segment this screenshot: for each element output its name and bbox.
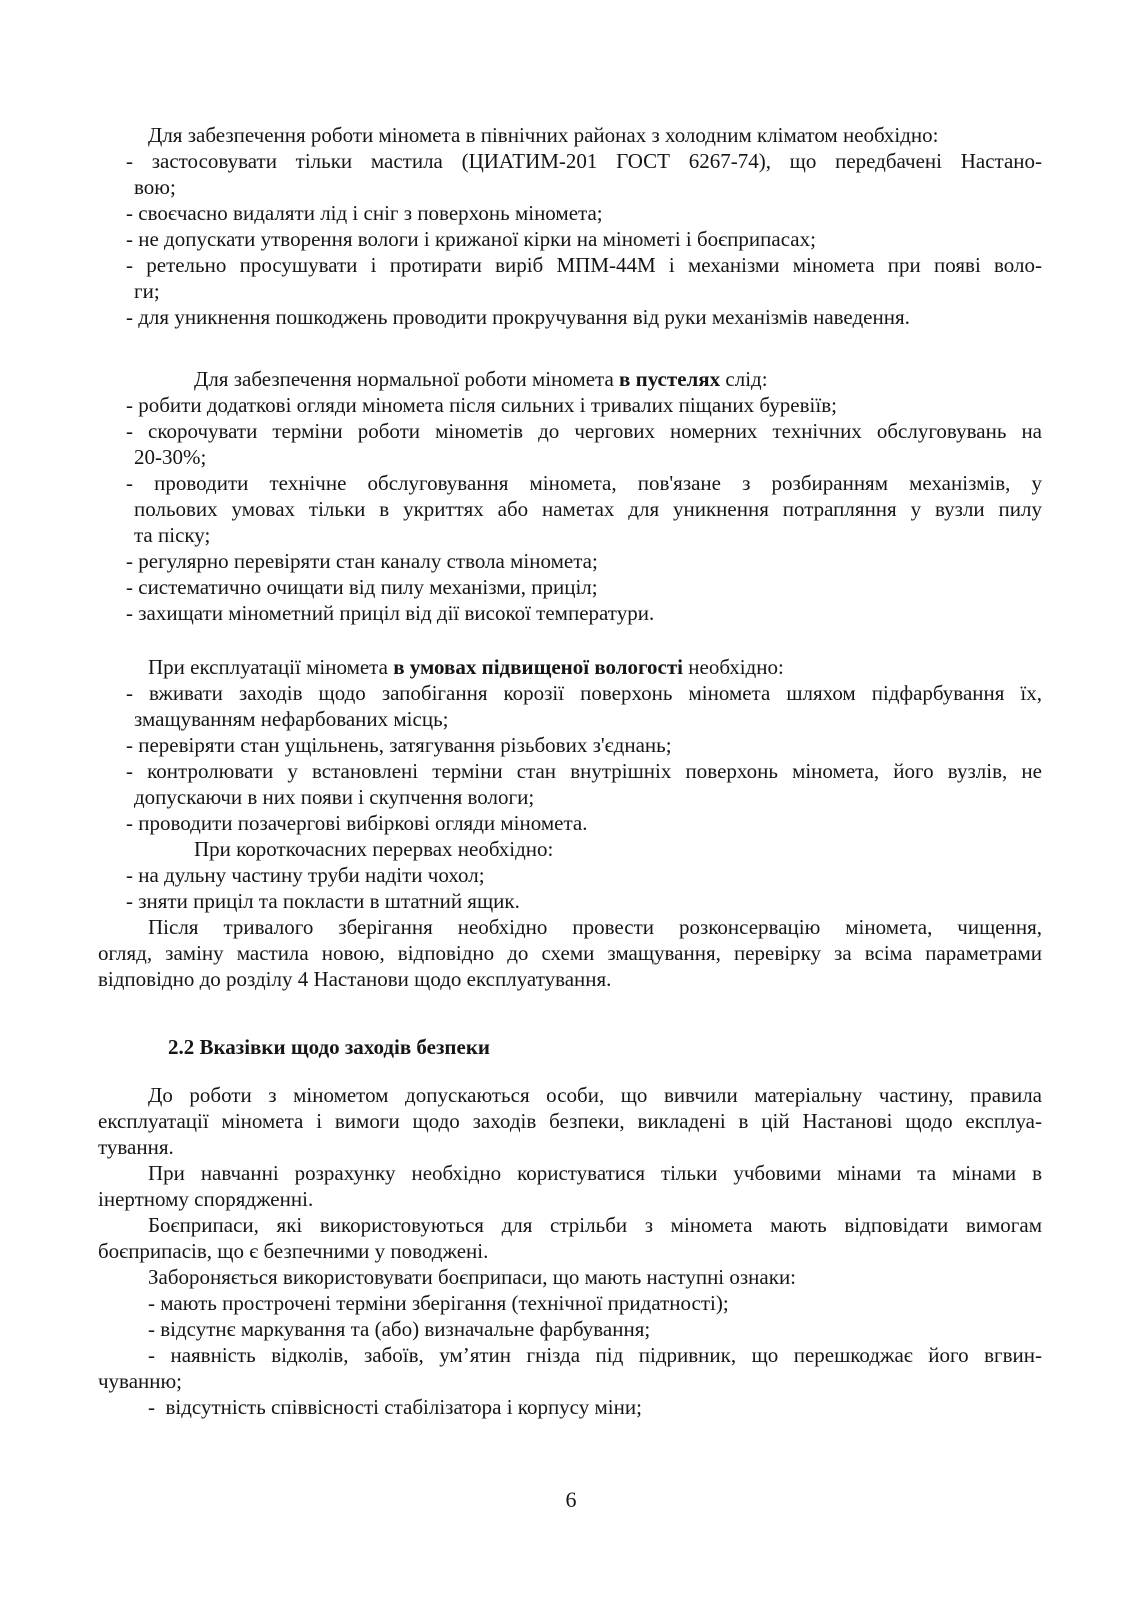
section-safety bbox=[98, 1082, 1042, 1420]
text-run: - наявність відколів, забоїв, ум’ятин гнізда під підривник, що перешкоджає його вгвин- bbox=[148, 1343, 1042, 1367]
list-item bbox=[98, 862, 1042, 888]
text-run: - мають прострочені терміни зберігання (технічної придатності); bbox=[148, 1291, 729, 1315]
text-run: Забороняється використовувати боєприпаси, що мають наступні ознаки: bbox=[148, 1265, 797, 1289]
text-run: чуванню; bbox=[98, 1369, 183, 1393]
list-item-continuation bbox=[98, 784, 1042, 810]
section-intro-line bbox=[98, 122, 1042, 148]
paragraph-line bbox=[98, 1108, 1042, 1134]
text-run: - контролювати у встановлені терміни стан внутрішніх поверхонь міномета, його вузлів, не bbox=[126, 759, 1042, 783]
section-intro-line bbox=[98, 836, 1042, 862]
text-run: - систематично очищати від пилу механізми, приціл; bbox=[126, 575, 598, 599]
list-item bbox=[98, 304, 1042, 330]
list-item bbox=[98, 888, 1042, 914]
text-run: польових умовах тільки в укриттях або наметах для уникнення потрапляння у вузли пилу bbox=[134, 497, 1042, 521]
text-run: змащуванням нефарбованих місць; bbox=[134, 707, 449, 731]
section-heading bbox=[98, 1034, 1042, 1060]
text-run: - відсутнє маркування та (або) визначальне фарбування; bbox=[148, 1317, 651, 1341]
list-item bbox=[98, 600, 1042, 626]
text-run: - проводити технічне обслуговування міномета, пов'язане з розбиранням механізмів, у bbox=[126, 471, 1042, 495]
bold-text: 2.2 Вказівки щодо заходів безпеки bbox=[168, 1035, 491, 1059]
list-item bbox=[98, 680, 1042, 706]
paragraph-line bbox=[98, 1134, 1042, 1160]
text-run: - на дульну частину труби надіти чохол; bbox=[126, 863, 485, 887]
list-item bbox=[98, 732, 1042, 758]
text-run: - робити додаткові огляди міномета після сильних і тривалих піщаних буревіїв; bbox=[126, 393, 837, 417]
text-run: - відсутність співвісності стабілізатора і корпусу міни; bbox=[148, 1395, 642, 1419]
paragraph-line bbox=[98, 1186, 1042, 1212]
text-run: - своєчасно видаляти лід і сніг з поверхонь міномета; bbox=[126, 201, 603, 225]
text-run: При навчанні розрахунку необхідно користуватися тільки учбовими мінами та мінами в bbox=[148, 1161, 1042, 1185]
text-run: - вживати заходів щодо запобігання корозії поверхонь міномета шляхом підфарбування їх, bbox=[126, 681, 1042, 705]
text-run: - не допускати утворення вологи і крижаної кірки на мінометі і боєприпасах; bbox=[126, 227, 816, 251]
text-run: Після тривалого зберігання необхідно провести розконсервацію міномета, чищення, bbox=[148, 915, 1042, 939]
text-run: допускаючи в них появи і скупчення вологи; bbox=[134, 785, 535, 809]
text-run: До роботи з мінометом допускаються особи, що вивчили матеріальну частину, правила bbox=[148, 1083, 1042, 1107]
list-item bbox=[98, 1290, 1042, 1316]
text-run: огляд, заміну мастила новою, відповідно до схеми змащування, перевірку за всіма параметрами bbox=[98, 941, 1042, 965]
list-item bbox=[98, 1342, 1042, 1368]
text-run: При експлуатації міномета bbox=[148, 655, 394, 679]
text-run: та піску; bbox=[134, 523, 211, 547]
section-intro-line bbox=[98, 654, 1042, 680]
text-run: - захищати мінометний приціл від дії високої температури. bbox=[126, 601, 655, 625]
text-run: 20-30%; bbox=[134, 445, 207, 469]
text-run: - для уникнення пошкоджень проводити прокручування від руки механізмів наведення. bbox=[126, 305, 910, 329]
paragraph-line bbox=[98, 966, 1042, 992]
text-run: - проводити позачергові вибіркові огляди міномета. bbox=[126, 811, 588, 835]
text-run: відповідно до розділу 4 Настанови щодо експлуатування. bbox=[98, 967, 612, 991]
list-item-continuation bbox=[98, 522, 1042, 548]
list-item bbox=[98, 758, 1042, 784]
paragraph-line bbox=[98, 1238, 1042, 1264]
section-intro-line bbox=[98, 366, 1042, 392]
section-humidity bbox=[98, 654, 1042, 992]
text-run: При короткочасних перервах необхідно: bbox=[194, 837, 554, 861]
text-run: вою; bbox=[134, 175, 176, 199]
text-run: - зняти приціл та покласти в штатний ящик. bbox=[126, 889, 520, 913]
list-item bbox=[98, 470, 1042, 496]
list-item bbox=[98, 252, 1042, 278]
list-item bbox=[98, 1394, 1042, 1420]
paragraph-line bbox=[98, 940, 1042, 966]
bold-text: в пустелях bbox=[619, 367, 721, 391]
list-item bbox=[98, 226, 1042, 252]
paragraph-line bbox=[98, 914, 1042, 940]
section-desert bbox=[98, 366, 1042, 626]
paragraph-line bbox=[98, 1264, 1042, 1290]
text-run: - регулярно перевіряти стан каналу ствола міномета; bbox=[126, 549, 598, 573]
text-run: необхідно: bbox=[683, 655, 784, 679]
list-item bbox=[98, 548, 1042, 574]
list-item-continuation bbox=[98, 1368, 1042, 1394]
text-run: - ретельно просушувати і протирати виріб МПМ-44М і механізми міномета при появі воло- bbox=[126, 253, 1042, 277]
text-run: Боєприпаси, які використовуються для стрільби з міномета мають відповідати вимогам bbox=[148, 1213, 1042, 1237]
list-item bbox=[98, 418, 1042, 444]
text-run: ги; bbox=[134, 279, 160, 303]
text-run: боєприпасів, що є безпечними у поводжені. bbox=[98, 1239, 489, 1263]
list-item bbox=[98, 392, 1042, 418]
text-run: слід: bbox=[720, 367, 768, 391]
text-run: - перевіряти стан ущільнень, затягування різьбових з'єднань; bbox=[126, 733, 672, 757]
section-safety-heading bbox=[98, 1034, 1042, 1060]
text-run: експлуатації міномета і вимоги щодо заходів безпеки, викладені в цій Настанові щодо експлуа- bbox=[98, 1109, 1042, 1133]
paragraph-line bbox=[98, 1160, 1042, 1186]
list-item-continuation bbox=[98, 278, 1042, 304]
section-cold-climate bbox=[98, 122, 1042, 330]
list-item bbox=[98, 1316, 1042, 1342]
list-item bbox=[98, 148, 1042, 174]
text-run: тування. bbox=[98, 1135, 174, 1159]
text-run: Для забезпечення нормальної роботи міномета bbox=[194, 367, 620, 391]
page-number: 6 bbox=[565, 1487, 577, 1512]
list-item bbox=[98, 574, 1042, 600]
text-run: - скорочувати терміни роботи мінометів до чергових номерних технічних обслуговувань на bbox=[126, 419, 1042, 443]
list-item-continuation bbox=[98, 706, 1042, 732]
list-item-continuation bbox=[98, 444, 1042, 470]
paragraph-line bbox=[98, 1082, 1042, 1108]
list-item-continuation bbox=[98, 496, 1042, 522]
list-item bbox=[98, 810, 1042, 836]
list-item-continuation bbox=[98, 174, 1042, 200]
text-run: - застосовувати тільки мастила (ЦИАТИМ-201 ГОСТ 6267-74), що передбачені Настано- bbox=[126, 149, 1042, 173]
bold-text: в умовах підвищеної вологості bbox=[393, 655, 684, 679]
list-item bbox=[98, 200, 1042, 226]
text-run: Для забезпечення роботи міномета в північних районах з холодним кліматом необхідно: bbox=[148, 123, 939, 147]
text-run: інертному спорядженні. bbox=[98, 1187, 314, 1211]
paragraph-line bbox=[98, 1212, 1042, 1238]
